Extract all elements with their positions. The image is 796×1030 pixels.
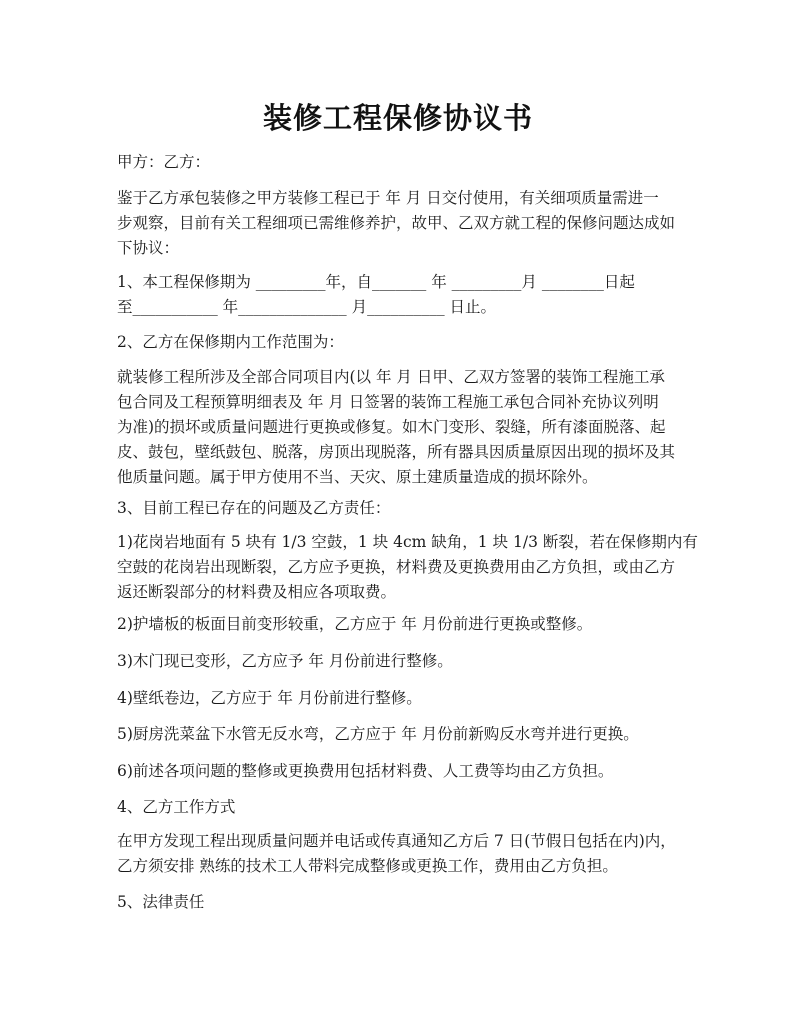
text-line: 皮、鼓包，壁纸鼓包、脱落，房顶出现脱落，所有器具因质量原因出现的损坏及其 [117, 443, 676, 461]
text-line: 2、乙方在保修期内工作范围为： [117, 333, 344, 351]
issue-item-4 [117, 686, 687, 711]
text-line: 步观察，目前有关工程细项已需维修养护，故甲、乙双方就工程的保修问题达成如 [117, 214, 676, 232]
text-line: 4、乙方工作方式 [117, 798, 236, 816]
text-line: 至___________ 年______________ 月__________ 日止。 [117, 298, 497, 316]
text-line: 返还断裂部分的材料费及相应各项取费。 [117, 583, 397, 601]
text-line: 1)花岗岩地面有 5 块有 1/3 空鼓，1 块 4cm 缺角，1 块 1/3 断裂，若在保修期内有 [117, 533, 698, 551]
section-heading-5 [117, 890, 687, 915]
text-line: 在甲方发现工程出现质量问题并电话或传真通知乙方后 7 日(节假日包括在内)内， [117, 832, 676, 850]
text-line: 2)护墙板的板面目前变形较重，乙方应于 年 月份前进行更换或整修。 [117, 615, 593, 633]
document-title: 装修工程保修协议书 [262, 101, 533, 135]
text-line: 就装修工程所涉及全部合同项目内(以 年 月 日甲、乙双方签署的装饰工程施工承 [117, 368, 665, 386]
text-line: 空鼓的花岗岩出现断裂，乙方应予更换，材料费及更换费用由乙方负担，或由乙方 [117, 558, 676, 576]
text-line: 6)前述各项问题的整修或更换费用包括材料费、人工费等均由乙方负担。 [117, 762, 614, 780]
text-line: 5)厨房洗菜盆下水管无反水弯，乙方应于 年 月份前新购反水弯并进行更换。 [117, 725, 639, 743]
issue-item-2 [117, 612, 687, 637]
work-method-paragraph [117, 829, 687, 879]
section-heading-3 [117, 496, 687, 521]
issue-item-6 [117, 759, 687, 784]
text-line: 4)壁纸卷边，乙方应于 年 月份前进行整修。 [117, 689, 422, 707]
text-line: 乙方须安排 熟练的技术工人带料完成整修或更换工作，费用由乙方负担。 [117, 857, 618, 875]
text-line: 鉴于乙方承包装修之甲方装修工程已于 年 月 日交付使用，有关细项质量需进一 [117, 189, 659, 207]
warranty-period-clause [117, 270, 687, 320]
preamble-paragraph [117, 186, 687, 261]
issue-item-3 [117, 649, 687, 674]
text-line: 包合同及工程预算明细表及 年 月 日签署的装饰工程施工承包合同补充协议列明 [117, 393, 659, 411]
parties-line [117, 150, 687, 175]
issue-item-5 [117, 722, 687, 747]
text-line: 1、本工程保修期为 _________年，自_______ 年 _________月 ________日起 [117, 273, 635, 291]
issue-item-1 [117, 530, 698, 605]
text-line: 3、目前工程已存在的问题及乙方责任： [117, 499, 391, 517]
section-heading-4 [117, 795, 687, 820]
text-line: 3)木门现已变形，乙方应予 年 月份前进行整修。 [117, 652, 453, 670]
section-heading-2 [117, 330, 687, 355]
text-line: 5、法律责任 [117, 893, 205, 911]
text-line: 为准)的损坏或质量问题进行更换或修复。如木门变形、裂缝，所有漆面脱落、起 [117, 418, 666, 436]
text-line: 下协议： [117, 239, 180, 257]
text-line: 甲方：乙方： [117, 153, 211, 171]
text-line: 他质量问题。属于甲方使用不当、天灾、原土建质量造成的损坏除外。 [117, 468, 598, 486]
scope-paragraph [117, 365, 687, 490]
